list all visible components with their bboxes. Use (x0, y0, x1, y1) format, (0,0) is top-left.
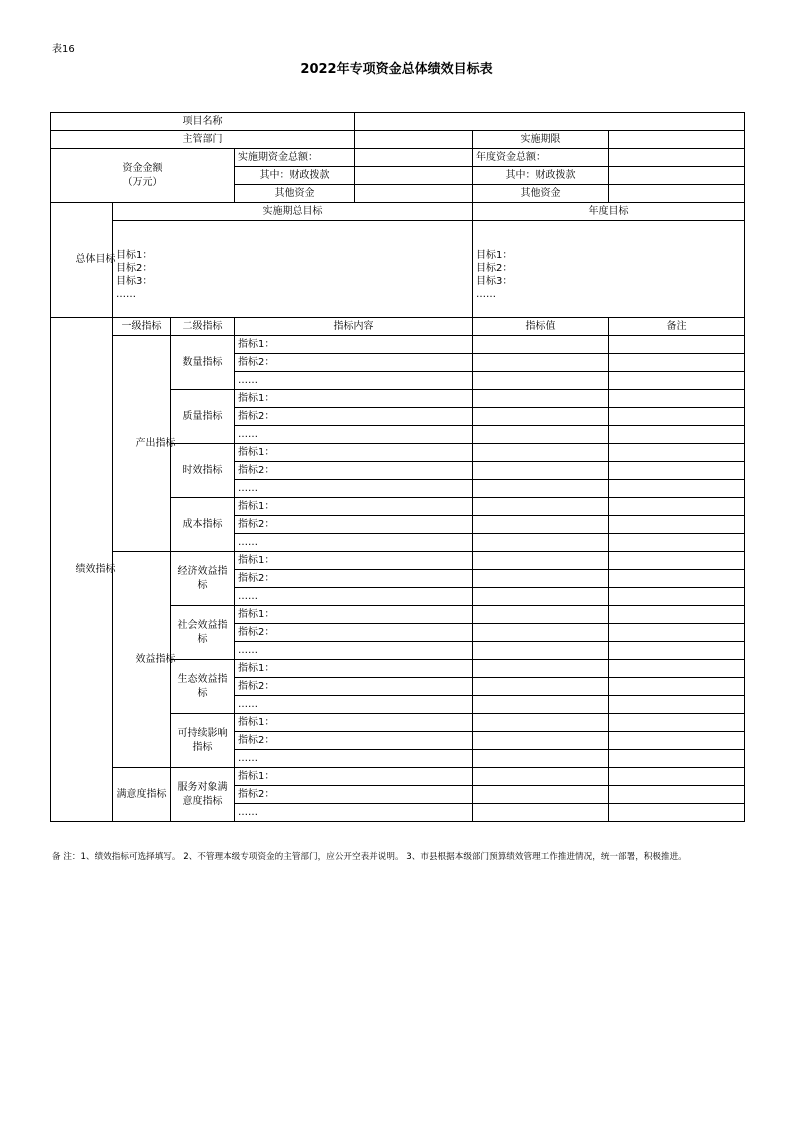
indicator-value-cell[interactable] (473, 336, 609, 354)
indicator-content-cell[interactable]: …… (235, 804, 473, 822)
indicator-value-cell[interactable] (473, 786, 609, 804)
indicator-remark-cell[interactable] (609, 354, 745, 372)
benefit-group-3-label: 生态效益指标 (171, 660, 235, 714)
indicator-content-cell[interactable]: 指标1： (235, 444, 473, 462)
indicator-remark-cell[interactable] (609, 696, 745, 714)
annual-goal-line-4: …… (476, 289, 496, 300)
indicator-content-cell[interactable]: 指标1： (235, 714, 473, 732)
footnote: 备 注：1、绩效指标可选择填写。 2、不管理本级专项资金的主管部门，应公开空表并说明。 3、市县根据本级部门预算绩效管理工作推进情况，统一部署，积极推进。 (52, 852, 687, 862)
indicator-content-cell[interactable]: 指标1： (235, 498, 473, 516)
indicator-value-cell[interactable] (473, 534, 609, 552)
level2-header: 二级指标 (171, 318, 235, 336)
indicator-value-cell[interactable] (473, 552, 609, 570)
indicator-value-cell[interactable] (473, 354, 609, 372)
annual-goal-field[interactable] (473, 221, 745, 318)
period-label: 实施期限 (473, 131, 609, 149)
output-indicator-label: 产出指标 (113, 336, 171, 552)
remark-header: 备注 (609, 318, 745, 336)
indicator-value-cell[interactable] (473, 678, 609, 696)
indicator-content-cell[interactable]: …… (235, 750, 473, 768)
indicator-content-cell[interactable]: …… (235, 642, 473, 660)
indicator-value-cell[interactable] (473, 372, 609, 390)
indicator-value-cell[interactable] (473, 408, 609, 426)
indicator-remark-cell[interactable] (609, 750, 745, 768)
total-funds-field[interactable] (355, 149, 473, 167)
indicator-remark-cell[interactable] (609, 588, 745, 606)
indicator-remark-cell[interactable] (609, 786, 745, 804)
annual-fiscal-field[interactable] (609, 167, 745, 185)
indicator-content-cell[interactable]: …… (235, 696, 473, 714)
indicator-value-cell[interactable] (473, 480, 609, 498)
indicator-content-cell[interactable]: 指标1： (235, 768, 473, 786)
indicator-content-cell[interactable]: …… (235, 480, 473, 498)
indicator-content-cell[interactable]: 指标2： (235, 462, 473, 480)
indicator-value-cell[interactable] (473, 714, 609, 732)
fiscal-funds-field[interactable] (355, 167, 473, 185)
indicator-remark-cell[interactable] (609, 462, 745, 480)
indicator-content-cell[interactable]: 指标1： (235, 390, 473, 408)
annual-other-label: 其他资金 (473, 185, 609, 203)
department-field[interactable] (355, 131, 473, 149)
funds-label (51, 149, 235, 203)
annual-funds-label: 年度资金总额： (473, 149, 609, 167)
indicator-remark-cell[interactable] (609, 732, 745, 750)
indicator-value-cell[interactable] (473, 804, 609, 822)
benefit-group-2-label: 社会效益指标 (171, 606, 235, 660)
indicator-row (51, 336, 745, 354)
indicator-value-cell[interactable] (473, 426, 609, 444)
indicator-value-cell[interactable] (473, 660, 609, 678)
performance-goal-table (50, 112, 745, 822)
project-name-label: 项目名称 (51, 113, 355, 131)
table-number: 表16 (52, 44, 75, 55)
indicator-content-cell[interactable]: 指标2： (235, 570, 473, 588)
indicator-remark-cell[interactable] (609, 678, 745, 696)
period-field[interactable] (609, 131, 745, 149)
indicator-remark-cell[interactable] (609, 804, 745, 822)
indicator-row (51, 552, 745, 570)
indicator-remark-cell[interactable] (609, 444, 745, 462)
indicator-value-cell[interactable] (473, 516, 609, 534)
indicator-content-cell[interactable]: 指标1： (235, 660, 473, 678)
indicator-remark-cell[interactable] (609, 336, 745, 354)
funds-label-line1: 资金金额 (122, 162, 163, 174)
indicator-content-cell[interactable]: 指标2： (235, 624, 473, 642)
performance-indicator-label: 绩效指标 (51, 318, 113, 822)
indicator-content-cell[interactable]: 指标1： (235, 552, 473, 570)
period-goal-line-2: 目标2： (116, 263, 153, 274)
indicator-remark-cell[interactable] (609, 660, 745, 678)
indicator-remark-cell[interactable] (609, 606, 745, 624)
fiscal-funds-label: 其中：财政拨款 (235, 167, 355, 185)
period-goal-field[interactable] (113, 221, 473, 318)
period-goal-line-3: 目标3： (116, 276, 153, 287)
annual-funds-field[interactable] (609, 149, 745, 167)
indicator-row (51, 768, 745, 786)
satisfaction-group-1-label: 服务对象满意度指标 (171, 768, 235, 822)
output-group-3-label: 时效指标 (171, 444, 235, 498)
indicator-remark-cell[interactable] (609, 480, 745, 498)
indicator-value-cell[interactable] (473, 768, 609, 786)
period-goal-line-4: …… (116, 289, 136, 300)
annual-goal-line-2: 目标2： (476, 263, 513, 274)
indicator-remark-cell[interactable] (609, 534, 745, 552)
total-funds-label: 实施期资金总额： (235, 149, 355, 167)
project-name-field[interactable] (355, 113, 745, 131)
funds-label-line2: （万元） (122, 176, 163, 188)
indicator-content-cell[interactable]: …… (235, 372, 473, 390)
indicator-value-cell[interactable] (473, 444, 609, 462)
indicator-remark-cell[interactable] (609, 372, 745, 390)
indicator-remark-cell[interactable] (609, 498, 745, 516)
overall-goal-label: 总体目标 (51, 203, 113, 318)
annual-goal-header: 年度目标 (473, 203, 745, 221)
indicator-value-cell[interactable] (473, 624, 609, 642)
indicator-value-cell[interactable] (473, 750, 609, 768)
indicator-value-cell[interactable] (473, 696, 609, 714)
output-group-4-label: 成本指标 (171, 498, 235, 552)
indicator-remark-cell[interactable] (609, 714, 745, 732)
indicator-content-cell[interactable]: 指标2： (235, 354, 473, 372)
other-funds-label: 其他资金 (235, 185, 355, 203)
benefit-group-1-label: 经济效益指标 (171, 552, 235, 606)
benefit-indicator-label: 效益指标 (113, 552, 171, 768)
output-group-2-label: 质量指标 (171, 390, 235, 444)
indicator-value-cell[interactable] (473, 732, 609, 750)
period-goal-line-1: 目标1： (116, 250, 153, 261)
indicator-content-cell[interactable]: …… (235, 534, 473, 552)
benefit-group-4-label: 可持续影响指标 (171, 714, 235, 768)
indicator-remark-cell[interactable] (609, 624, 745, 642)
annual-goal-line-3: 目标3： (476, 276, 513, 287)
indicator-value-cell[interactable] (473, 498, 609, 516)
indicator-value-cell[interactable] (473, 606, 609, 624)
indicator-value-cell[interactable] (473, 588, 609, 606)
indicator-remark-cell[interactable] (609, 642, 745, 660)
annual-goal-line-1: 目标1： (476, 250, 513, 261)
indicator-content-cell[interactable]: 指标2： (235, 678, 473, 696)
indicator-remark-cell[interactable] (609, 768, 745, 786)
value-header: 指标值 (473, 318, 609, 336)
annual-fiscal-label: 其中：财政拨款 (473, 167, 609, 185)
department-label: 主管部门 (51, 131, 355, 149)
indicator-remark-cell[interactable] (609, 408, 745, 426)
indicator-remark-cell[interactable] (609, 516, 745, 534)
indicator-value-cell[interactable] (473, 570, 609, 588)
indicator-content-cell[interactable]: …… (235, 426, 473, 444)
indicator-content-cell[interactable]: 指标2： (235, 408, 473, 426)
indicator-value-cell[interactable] (473, 642, 609, 660)
annual-other-field[interactable] (609, 185, 745, 203)
indicator-content-cell[interactable]: 指标2： (235, 786, 473, 804)
indicator-value-cell[interactable] (473, 462, 609, 480)
indicator-content-cell[interactable]: 指标1： (235, 606, 473, 624)
indicator-content-cell[interactable]: 指标1： (235, 336, 473, 354)
content-header: 指标内容 (235, 318, 473, 336)
level1-header: 一级指标 (113, 318, 171, 336)
indicator-remark-cell[interactable] (609, 426, 745, 444)
period-goal-header: 实施期总目标 (113, 203, 473, 221)
indicator-content-cell[interactable]: …… (235, 588, 473, 606)
indicator-content-cell[interactable]: 指标2： (235, 732, 473, 750)
indicator-remark-cell[interactable] (609, 552, 745, 570)
output-group-1-label: 数量指标 (171, 336, 235, 390)
other-funds-field[interactable] (355, 185, 473, 203)
page-title: 2022年专项资金总体绩效目标表 (300, 62, 493, 77)
indicator-remark-cell[interactable] (609, 570, 745, 588)
indicator-remark-cell[interactable] (609, 390, 745, 408)
satisfaction-indicator-label: 满意度指标 (113, 768, 171, 822)
indicator-value-cell[interactable] (473, 390, 609, 408)
indicator-content-cell[interactable]: 指标2： (235, 516, 473, 534)
